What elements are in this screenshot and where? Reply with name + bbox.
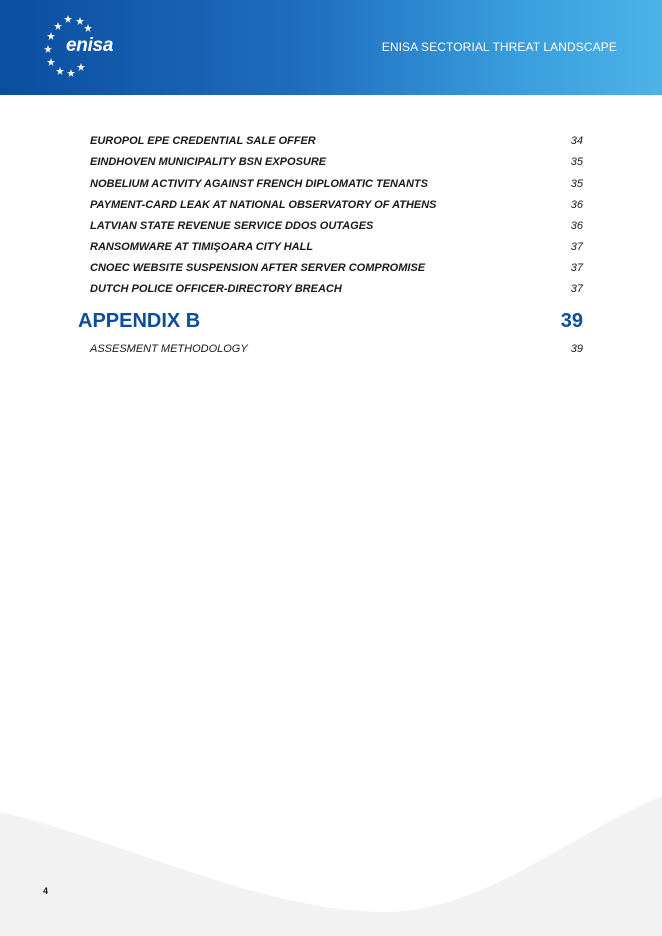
toc-entry-page: 35 [570,156,583,168]
logo-wordmark: enisa [66,35,114,56]
toc-entry-page: 37 [570,262,583,274]
toc-entry-title: PAYMENT-CARD LEAK AT NATIONAL OBSERVATORY OF ATHENS [90,199,437,211]
enisa-logo [40,12,120,82]
toc-entry[interactable] [90,220,583,236]
toc-entry-title: CNOEC WEBSITE SUSPENSION AFTER SERVER COMPROMISE [90,262,426,274]
toc-entry-title: RANSOMWARE AT TIMIŞOARA CITY HALL [90,241,314,253]
toc-entry-page: 34 [570,135,583,147]
toc-appendix-heading[interactable] [78,310,583,336]
toc-entry[interactable] [90,241,583,257]
toc-entry[interactable] [90,135,583,151]
footer-wave-decoration [0,780,662,936]
toc-entry[interactable] [90,156,583,172]
toc-entry-title: NOBELIUM ACTIVITY AGAINST FRENCH DIPLOMATIC TENANTS [90,178,428,190]
page-number: 4 [43,886,49,896]
toc-entry-page: 37 [570,241,583,253]
toc-entry-page: 35 [570,178,583,190]
toc-entry[interactable] [90,283,583,299]
toc-entry-page: 36 [570,220,583,232]
toc-entry[interactable] [90,262,583,278]
toc-subentry-title: ASSESMENT METHODOLOGY [90,343,248,355]
toc-entry-title: DUTCH POLICE OFFICER-DIRECTORY BREACH [90,283,342,295]
header-title: ENISA SECTORIAL THREAT LANDSCAPE [381,40,617,54]
toc-subentry-page: 39 [570,343,583,355]
toc-entry-page: 37 [570,283,583,295]
toc-entry[interactable] [90,178,583,194]
toc-entry-page: 36 [570,199,583,211]
page-header [0,0,662,95]
toc-entry-title: EINDHOVEN MUNICIPALITY BSN EXPOSURE [90,156,327,168]
appendix-title: APPENDIX B [78,310,201,332]
toc-entry[interactable] [90,199,583,215]
toc-subentry[interactable] [90,343,583,359]
toc-entry-title: EUROPOL EPE CREDENTIAL SALE OFFER [90,135,316,147]
appendix-page: 39 [560,310,583,332]
toc-entry-title: LATVIAN STATE REVENUE SERVICE DDOS OUTAGES [90,220,374,232]
